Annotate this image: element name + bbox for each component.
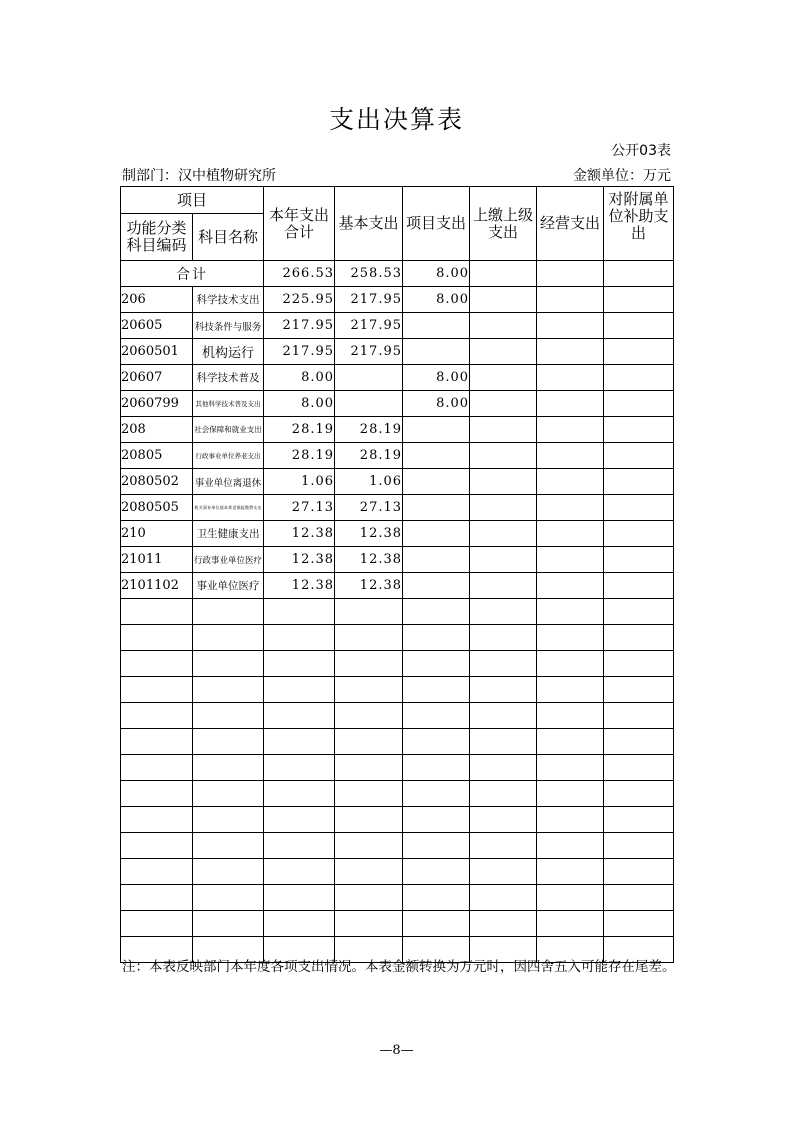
total-row-label: 合计 xyxy=(121,261,264,287)
empty-cell xyxy=(335,911,403,937)
table-row xyxy=(121,417,674,443)
row-project xyxy=(403,417,470,443)
row-business xyxy=(537,469,604,495)
empty-cell xyxy=(264,625,335,651)
row-business xyxy=(537,417,604,443)
table-row xyxy=(121,469,674,495)
row-code: 20805 xyxy=(121,443,193,469)
row-total: 12.38 xyxy=(264,521,335,547)
empty-cell xyxy=(403,911,470,937)
row-upper xyxy=(470,339,537,365)
row-name: 事业单位离退休 xyxy=(193,469,264,495)
empty-cell xyxy=(403,729,470,755)
table-row xyxy=(121,443,674,469)
table-row xyxy=(121,365,674,391)
total-row-basic: 258.53 xyxy=(335,261,403,287)
empty-cell xyxy=(403,781,470,807)
table-row xyxy=(121,287,674,313)
empty-cell xyxy=(604,677,674,703)
empty-cell xyxy=(264,755,335,781)
row-basic: 28.19 xyxy=(335,417,403,443)
expenditure-table xyxy=(120,186,674,963)
empty-cell xyxy=(193,807,264,833)
empty-row xyxy=(121,625,674,651)
empty-cell xyxy=(470,599,537,625)
row-basic: 217.95 xyxy=(335,313,403,339)
row-project xyxy=(403,469,470,495)
row-subsidy xyxy=(604,573,674,599)
empty-row xyxy=(121,807,674,833)
empty-row xyxy=(121,885,674,911)
row-subsidy xyxy=(604,339,674,365)
empty-cell xyxy=(470,859,537,885)
row-code: 206 xyxy=(121,287,193,313)
row-business xyxy=(537,547,604,573)
empty-cell xyxy=(335,677,403,703)
row-subsidy xyxy=(604,391,674,417)
empty-cell xyxy=(335,885,403,911)
empty-cell xyxy=(604,729,674,755)
table-row xyxy=(121,521,674,547)
empty-cell xyxy=(470,651,537,677)
row-basic xyxy=(335,365,403,391)
empty-cell xyxy=(193,859,264,885)
row-total: 12.38 xyxy=(264,573,335,599)
empty-cell xyxy=(537,677,604,703)
row-project xyxy=(403,495,470,521)
header-subsidy xyxy=(604,187,674,261)
empty-cell xyxy=(264,911,335,937)
empty-cell xyxy=(537,729,604,755)
row-name: 行政事业单位医疗 xyxy=(193,547,264,573)
header-upper: 上缴上级支出 xyxy=(470,187,537,261)
empty-cell xyxy=(193,833,264,859)
row-basic xyxy=(335,391,403,417)
row-business xyxy=(537,443,604,469)
row-upper xyxy=(470,547,537,573)
row-basic: 217.95 xyxy=(335,287,403,313)
empty-cell xyxy=(335,599,403,625)
row-name: 社会保障和就业支出 xyxy=(193,417,264,443)
table-row xyxy=(121,391,674,417)
empty-cell xyxy=(470,833,537,859)
row-name: 机关事业单位基本养老保险缴费支出 xyxy=(193,495,264,521)
row-business xyxy=(537,495,604,521)
row-total: 225.95 xyxy=(264,287,335,313)
empty-row xyxy=(121,677,674,703)
empty-row xyxy=(121,911,674,937)
row-upper xyxy=(470,495,537,521)
row-code: 2060501 xyxy=(121,339,193,365)
header-project: 项目支出 xyxy=(403,187,470,261)
table-row xyxy=(121,547,674,573)
row-code: 20605 xyxy=(121,313,193,339)
empty-cell xyxy=(604,833,674,859)
row-subsidy xyxy=(604,313,674,339)
page-number: —8— xyxy=(379,1043,414,1058)
empty-row xyxy=(121,755,674,781)
row-name: 科学技术支出 xyxy=(193,287,264,313)
row-upper xyxy=(470,313,537,339)
row-basic: 1.06 xyxy=(335,469,403,495)
row-name: 科技条件与服务 xyxy=(193,313,264,339)
row-name: 其他科学技术普及支出 xyxy=(193,391,264,417)
header-basic: 基本支出 xyxy=(335,187,403,261)
empty-cell xyxy=(264,677,335,703)
empty-cell xyxy=(470,703,537,729)
total-row xyxy=(121,261,674,287)
empty-cell xyxy=(121,651,193,677)
empty-cell xyxy=(537,885,604,911)
total-row-subsidy xyxy=(604,261,674,287)
empty-cell xyxy=(264,885,335,911)
empty-cell xyxy=(264,859,335,885)
empty-cell xyxy=(537,911,604,937)
row-project: 8.00 xyxy=(403,365,470,391)
row-upper xyxy=(470,365,537,391)
row-basic: 28.19 xyxy=(335,443,403,469)
empty-cell xyxy=(335,755,403,781)
empty-cell xyxy=(335,651,403,677)
empty-cell xyxy=(470,729,537,755)
empty-cell xyxy=(193,911,264,937)
row-basic: 217.95 xyxy=(335,339,403,365)
empty-cell xyxy=(264,729,335,755)
header-code: 功能分类科目编码 xyxy=(121,214,193,261)
empty-cell xyxy=(121,911,193,937)
empty-cell xyxy=(264,599,335,625)
row-business xyxy=(537,365,604,391)
empty-cell xyxy=(403,677,470,703)
empty-cell xyxy=(335,729,403,755)
empty-cell xyxy=(604,859,674,885)
empty-row xyxy=(121,781,674,807)
form-number: 公开03表 xyxy=(611,143,671,159)
row-total: 8.00 xyxy=(264,391,335,417)
row-basic: 12.38 xyxy=(335,521,403,547)
empty-cell xyxy=(537,833,604,859)
empty-cell xyxy=(604,755,674,781)
row-code: 210 xyxy=(121,521,193,547)
table-row xyxy=(121,573,674,599)
row-business xyxy=(537,339,604,365)
empty-cell xyxy=(403,755,470,781)
header-item: 项目 xyxy=(121,187,264,214)
empty-cell xyxy=(470,677,537,703)
row-total: 217.95 xyxy=(264,313,335,339)
empty-cell xyxy=(121,755,193,781)
empty-cell xyxy=(537,703,604,729)
row-code: 2060799 xyxy=(121,391,193,417)
empty-cell xyxy=(121,625,193,651)
row-subsidy xyxy=(604,521,674,547)
empty-cell xyxy=(470,911,537,937)
total-row-upper xyxy=(470,261,537,287)
empty-cell xyxy=(604,807,674,833)
empty-cell xyxy=(537,859,604,885)
empty-cell xyxy=(193,703,264,729)
empty-cell xyxy=(121,859,193,885)
empty-cell xyxy=(403,599,470,625)
empty-cell xyxy=(121,729,193,755)
row-total: 28.19 xyxy=(264,417,335,443)
header-subsidy-text: 对附属单位补助支出 xyxy=(608,190,669,242)
empty-cell xyxy=(121,703,193,729)
empty-row xyxy=(121,651,674,677)
row-code: 2101102 xyxy=(121,573,193,599)
empty-cell xyxy=(335,859,403,885)
table-row xyxy=(121,495,674,521)
table-body xyxy=(121,261,674,963)
empty-cell xyxy=(335,833,403,859)
empty-cell xyxy=(537,599,604,625)
empty-cell xyxy=(604,703,674,729)
amount-unit-label: 金额单位：万元 xyxy=(573,168,671,184)
row-name: 事业单位医疗 xyxy=(193,573,264,599)
empty-cell xyxy=(403,651,470,677)
row-subsidy xyxy=(604,469,674,495)
row-project xyxy=(403,521,470,547)
row-name: 机构运行 xyxy=(193,339,264,365)
empty-cell xyxy=(537,807,604,833)
row-subsidy xyxy=(604,287,674,313)
empty-cell xyxy=(604,885,674,911)
total-row-project: 8.00 xyxy=(403,261,470,287)
empty-cell xyxy=(193,625,264,651)
empty-cell xyxy=(193,755,264,781)
empty-cell xyxy=(470,625,537,651)
row-business xyxy=(537,573,604,599)
row-basic: 12.38 xyxy=(335,573,403,599)
empty-cell xyxy=(264,807,335,833)
row-total: 12.38 xyxy=(264,547,335,573)
row-name: 科学技术普及 xyxy=(193,365,264,391)
row-subsidy xyxy=(604,365,674,391)
row-total: 28.19 xyxy=(264,443,335,469)
empty-cell xyxy=(121,599,193,625)
total-row-total: 266.53 xyxy=(264,261,335,287)
row-total: 8.00 xyxy=(264,365,335,391)
empty-cell xyxy=(193,729,264,755)
row-business xyxy=(537,287,604,313)
empty-cell xyxy=(193,781,264,807)
row-total: 1.06 xyxy=(264,469,335,495)
row-business xyxy=(537,391,604,417)
empty-cell xyxy=(537,755,604,781)
row-upper xyxy=(470,287,537,313)
row-subsidy xyxy=(604,547,674,573)
empty-cell xyxy=(403,885,470,911)
empty-cell xyxy=(470,755,537,781)
empty-cell xyxy=(335,781,403,807)
empty-row xyxy=(121,599,674,625)
empty-cell xyxy=(193,651,264,677)
row-project xyxy=(403,443,470,469)
empty-cell xyxy=(121,807,193,833)
row-upper xyxy=(470,573,537,599)
empty-cell xyxy=(470,807,537,833)
empty-cell xyxy=(264,703,335,729)
empty-cell xyxy=(537,781,604,807)
table-row xyxy=(121,313,674,339)
empty-cell xyxy=(604,781,674,807)
empty-row xyxy=(121,703,674,729)
empty-cell xyxy=(264,781,335,807)
empty-row xyxy=(121,833,674,859)
row-project xyxy=(403,339,470,365)
row-code: 21011 xyxy=(121,547,193,573)
row-project xyxy=(403,313,470,339)
empty-cell xyxy=(335,703,403,729)
row-basic: 12.38 xyxy=(335,547,403,573)
total-row-business xyxy=(537,261,604,287)
row-total: 217.95 xyxy=(264,339,335,365)
empty-cell xyxy=(604,625,674,651)
empty-cell xyxy=(604,599,674,625)
empty-cell xyxy=(537,651,604,677)
empty-cell xyxy=(335,807,403,833)
row-upper xyxy=(470,443,537,469)
empty-cell xyxy=(193,885,264,911)
page-title: 支出决算表 xyxy=(328,105,464,134)
header-business: 经营支出 xyxy=(537,187,604,261)
empty-cell xyxy=(121,677,193,703)
empty-cell xyxy=(121,781,193,807)
row-project: 8.00 xyxy=(403,287,470,313)
empty-cell xyxy=(470,885,537,911)
header-total: 本年支出合计 xyxy=(264,187,335,261)
row-name: 行政事业单位养老支出 xyxy=(193,443,264,469)
row-project xyxy=(403,547,470,573)
department-label: 制部门：汉中植物研究所 xyxy=(122,168,276,184)
row-subsidy xyxy=(604,495,674,521)
empty-cell xyxy=(264,651,335,677)
row-total: 27.13 xyxy=(264,495,335,521)
empty-cell xyxy=(403,807,470,833)
header-name: 科目名称 xyxy=(193,214,264,261)
row-project: 8.00 xyxy=(403,391,470,417)
empty-cell xyxy=(403,833,470,859)
empty-cell xyxy=(470,781,537,807)
empty-row xyxy=(121,859,674,885)
empty-cell xyxy=(121,833,193,859)
row-subsidy xyxy=(604,417,674,443)
row-upper xyxy=(470,469,537,495)
empty-cell xyxy=(264,833,335,859)
row-upper xyxy=(470,521,537,547)
row-business xyxy=(537,521,604,547)
empty-cell xyxy=(193,677,264,703)
empty-cell xyxy=(403,625,470,651)
row-basic: 27.13 xyxy=(335,495,403,521)
row-code: 2080505 xyxy=(121,495,193,521)
row-upper xyxy=(470,417,537,443)
row-upper xyxy=(470,391,537,417)
empty-cell xyxy=(537,625,604,651)
row-project xyxy=(403,573,470,599)
row-business xyxy=(537,313,604,339)
empty-cell xyxy=(403,859,470,885)
row-subsidy xyxy=(604,443,674,469)
empty-cell xyxy=(121,885,193,911)
empty-cell xyxy=(604,911,674,937)
row-code: 20607 xyxy=(121,365,193,391)
empty-cell xyxy=(335,625,403,651)
row-code: 2080502 xyxy=(121,469,193,495)
row-code: 208 xyxy=(121,417,193,443)
row-name: 卫生健康支出 xyxy=(193,521,264,547)
empty-cell xyxy=(193,599,264,625)
footnote: 注：本表反映部门本年度各项支出情况。本表金额转换为万元时，因四舍五入可能存在尾差。 xyxy=(122,959,676,975)
table-row xyxy=(121,339,674,365)
empty-cell xyxy=(403,703,470,729)
empty-cell xyxy=(604,651,674,677)
empty-row xyxy=(121,729,674,755)
